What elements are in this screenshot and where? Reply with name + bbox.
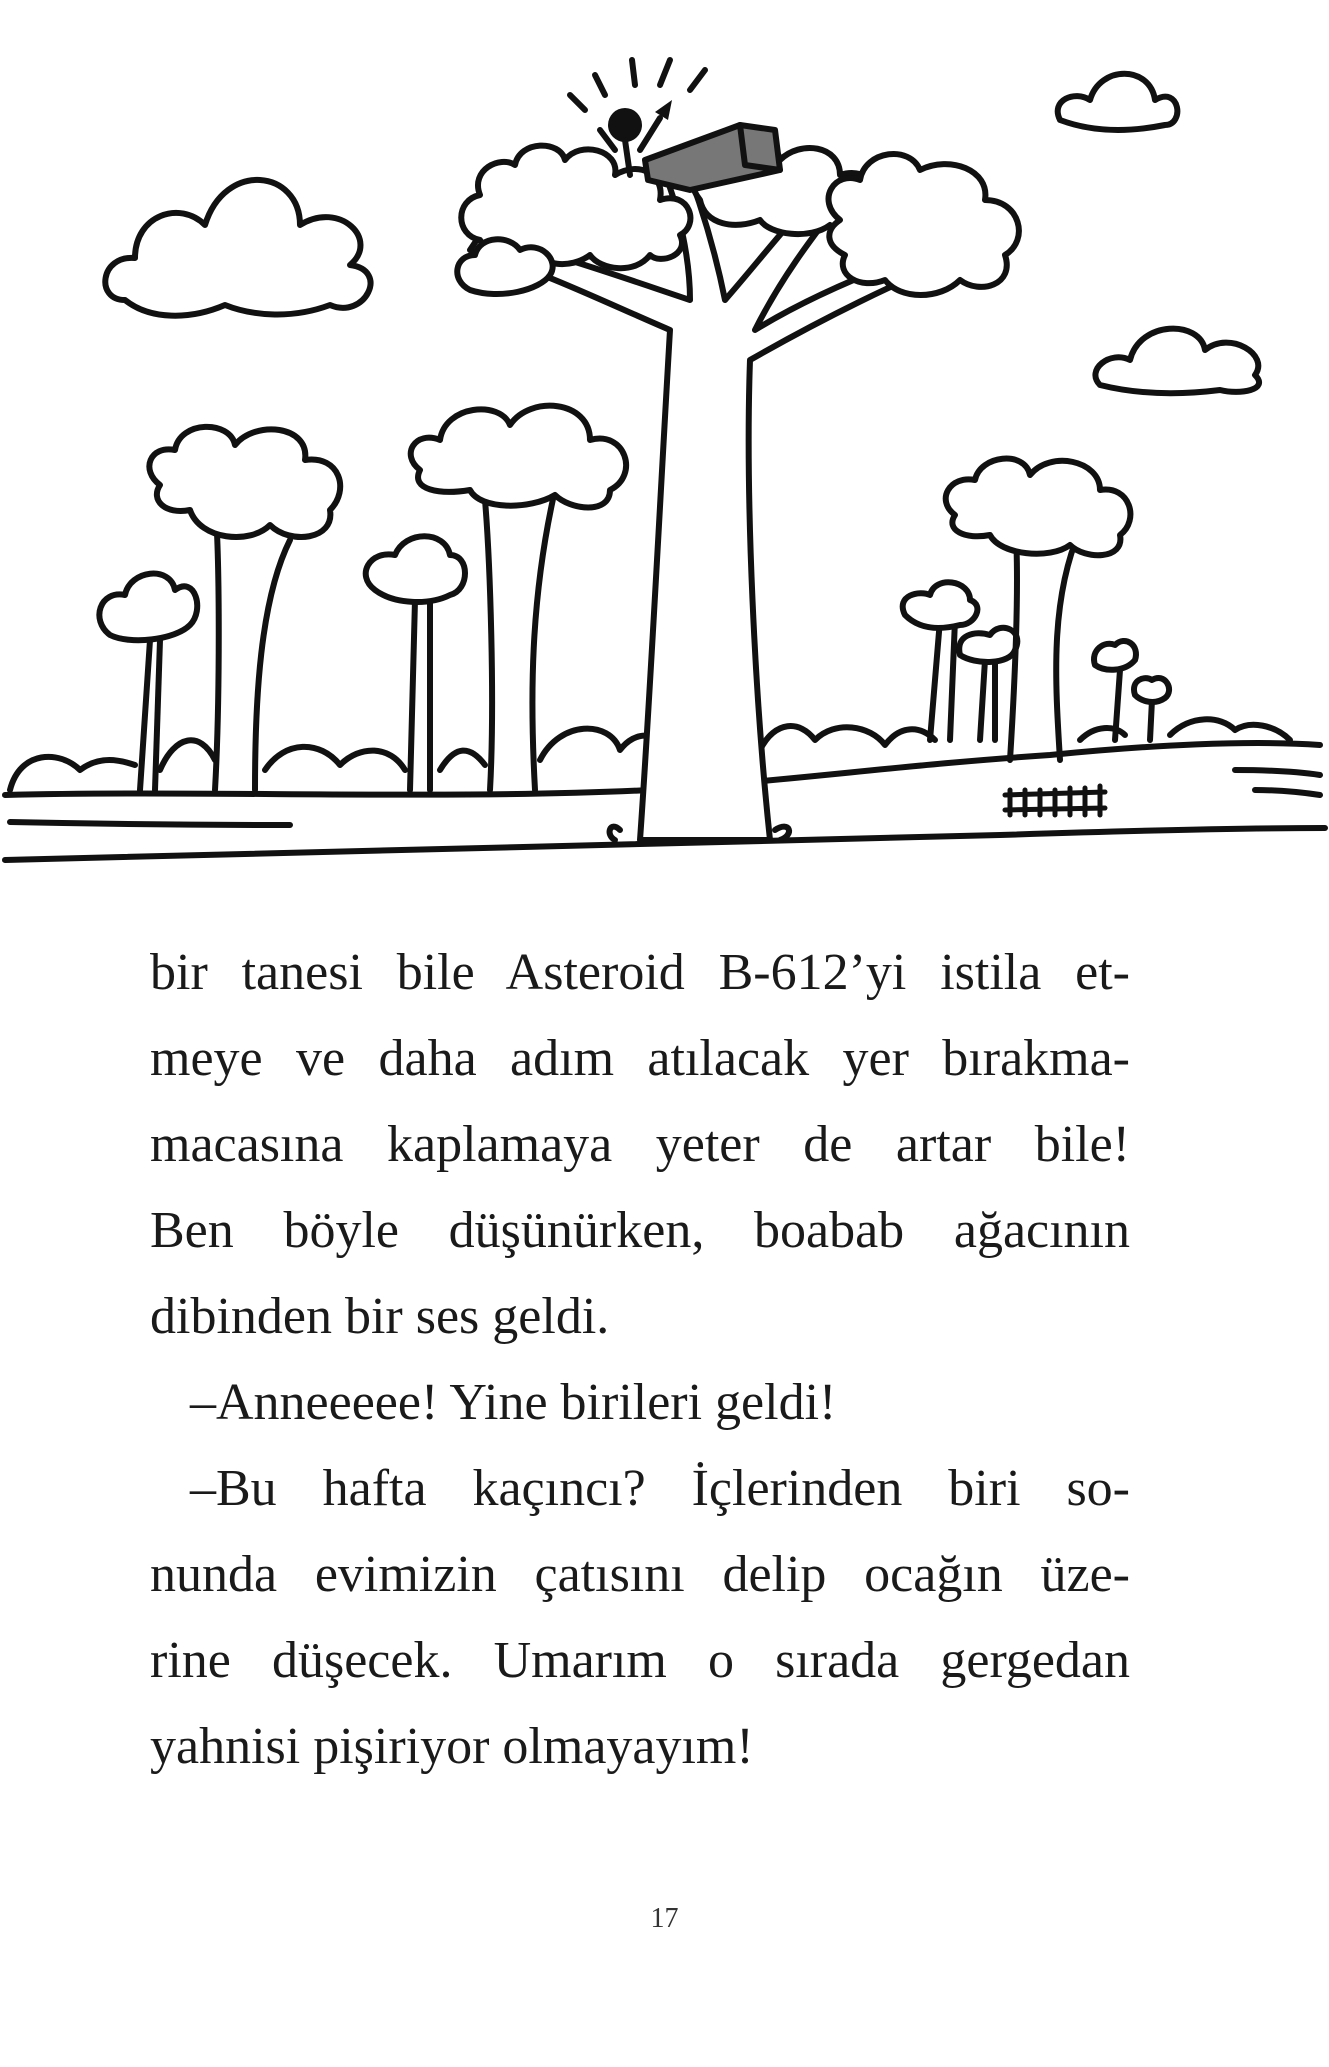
text-line: nunda evimizin çatısını delip ocağın üze- — [150, 1546, 1130, 1603]
tree-icon — [1094, 641, 1136, 740]
page-number: 17 — [650, 1903, 679, 1934]
text-line: yahnisi pişiriyor olmayayım! — [150, 1718, 754, 1775]
tree-icon — [1134, 678, 1169, 740]
fence-icon — [1005, 786, 1105, 815]
cloud-icon — [1095, 329, 1259, 394]
paragraph — [150, 930, 1130, 1360]
cloud-icon — [1058, 74, 1178, 130]
text-line: rine düşecek. Umarım o sırada gergedan — [150, 1632, 1130, 1689]
baobab-tree-illustration — [0, 0, 1329, 880]
text-line: macasına kaplamaya yeter de artar bile! — [150, 1116, 1130, 1173]
text-line: bir tanesi bile Asteroid B-612’yi istila et- — [150, 944, 1130, 1001]
paragraph — [150, 1360, 1130, 1446]
paragraph — [150, 1446, 1130, 1790]
tree-icon — [959, 628, 1017, 740]
text-line: –Bu hafta kaçıncı? İçlerinden biri so- — [190, 1460, 1130, 1517]
text-line: –Anneeeee! Yine birileri geldi! — [190, 1374, 837, 1431]
cloud-icon — [105, 180, 370, 316]
text-line: dibinden bir ses geldi. — [150, 1288, 610, 1345]
text-line: Ben böyle düşünürken, boabab ağacının — [150, 1202, 1130, 1259]
body-text — [150, 930, 1130, 1790]
text-line: meye ve daha adım atılacak yer bırakma- — [150, 1030, 1130, 1087]
